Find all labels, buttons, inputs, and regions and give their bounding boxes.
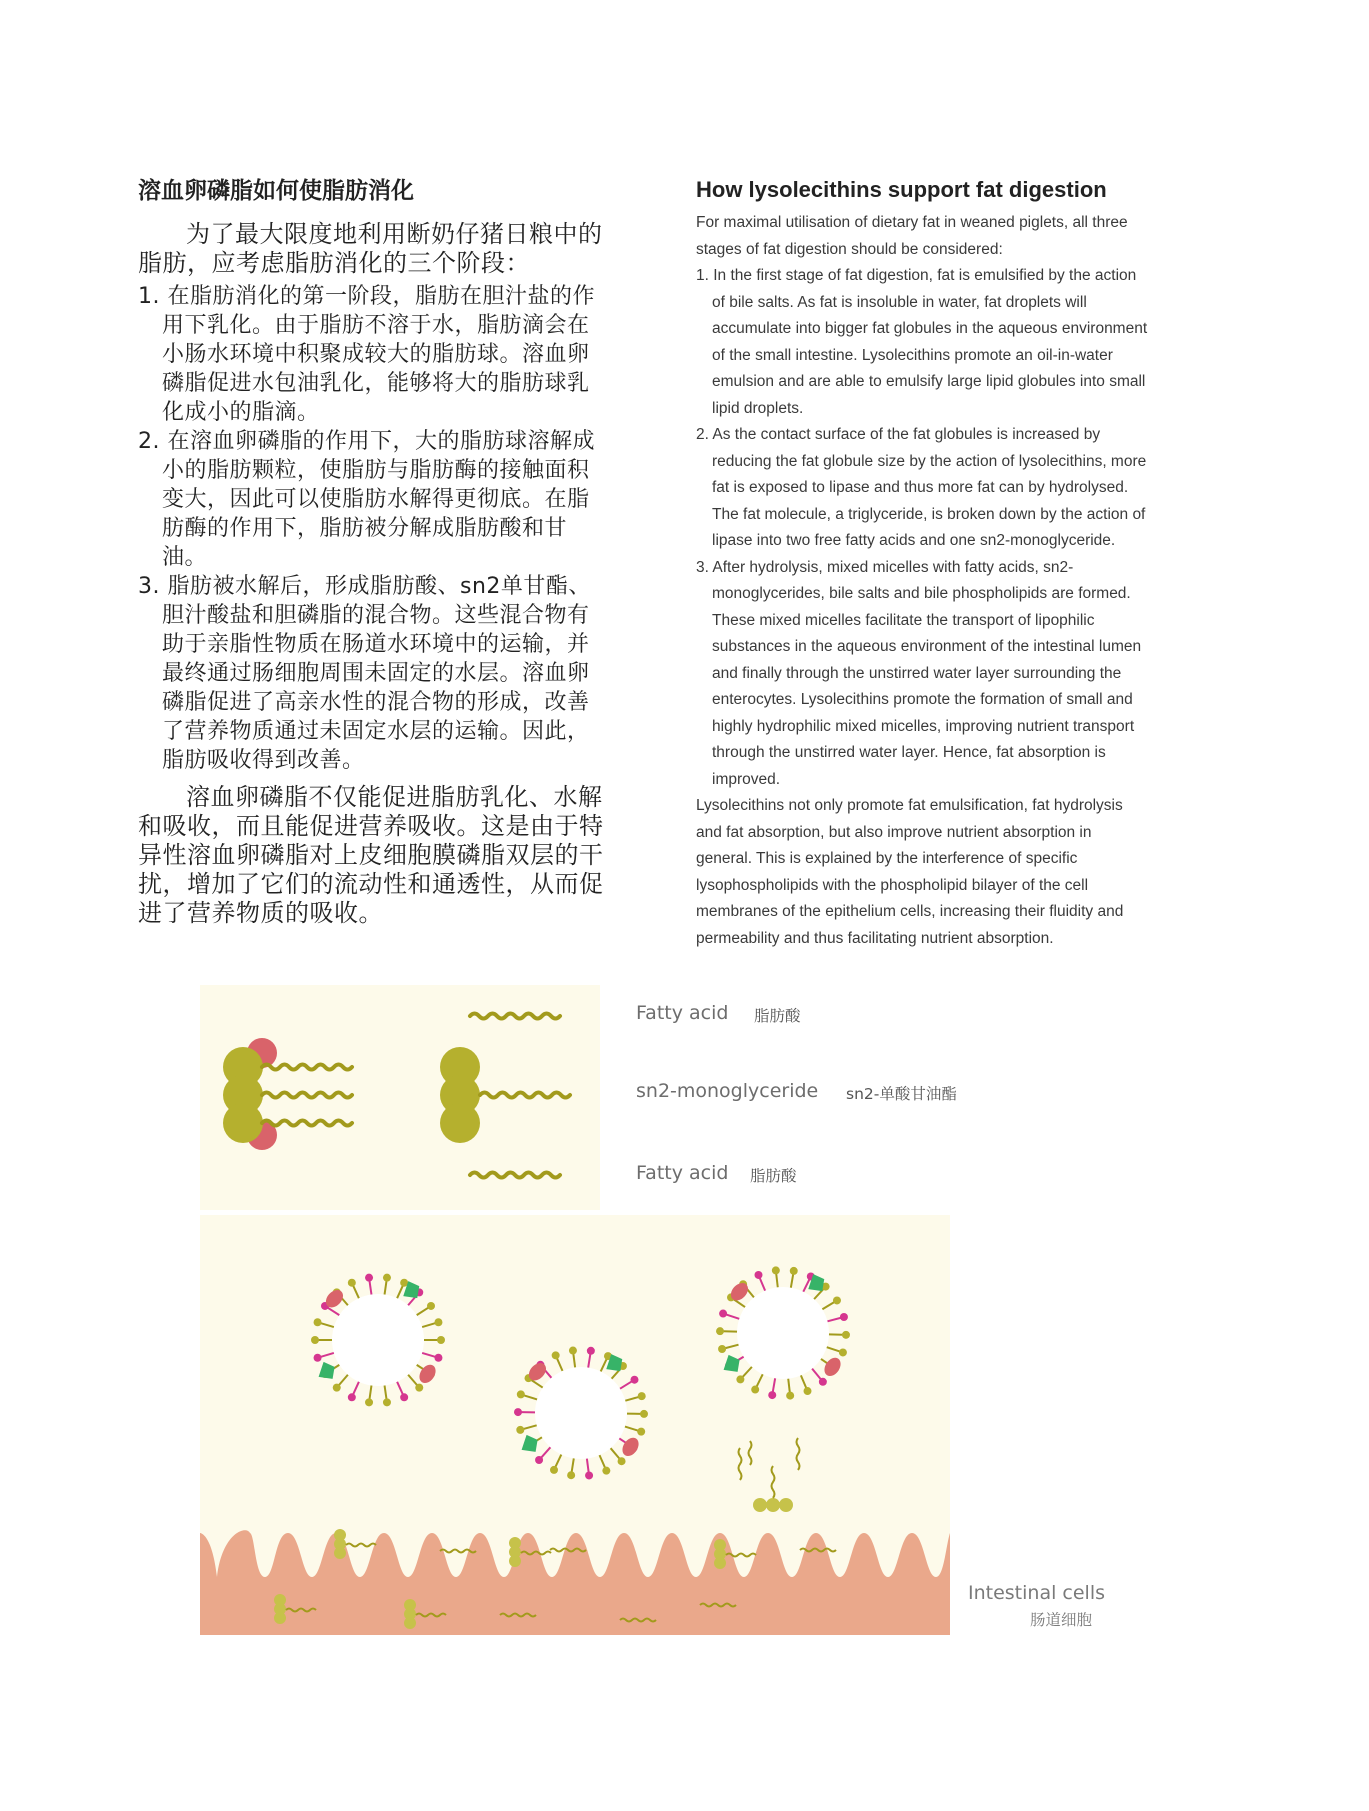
english-stage-list (696, 263, 1150, 793)
english-stage-2: 2. As the contact surface of the fat globules is increased by reducing the fat globule size by the action of lysolecithins, more fat is exposed to lipase and thus more fat can by hydrolysed. The fat molecule, a triglyceride, is broken down by the action of lipase into two free fatty acids and one sn2-monoglyceride. (696, 426, 1147, 549)
chinese-stage-list (138, 282, 608, 775)
label-fatty-acid-2-en: Fatty acid (636, 1162, 729, 1184)
english-intro: For maximal utilisation of dietary fat in weaned piglets, all three stages of fat digestion should be considered: (696, 214, 1128, 258)
chinese-stage-2: 2. 在溶血卵磷脂的作用下，大的脂肪球溶解成小的脂肪颗粒，使脂肪与脂肪酶的接触面积变大，因此可以使脂肪水解得更彻底。在脂肪酶的作用下，脂肪被分解成脂肪酸和甘油。 (138, 429, 595, 570)
label-fatty-acid-1-zh: 脂肪酸 (754, 1007, 801, 1025)
micelle-absorption-diagram (200, 1215, 950, 1635)
english-stage-1: 1. In the first stage of fat digestion, fat is emulsified by the action of bile salts. As fat is insoluble in water, fat droplets will accumulate into bigger fat globules in the aqueous environment of the small intestine. Lysolecithins promote an oil-in-water emulsion and are able to emulsify large lipid globules into small lipid droplets. (696, 267, 1148, 417)
chinese-stage-1: 1. 在脂肪消化的第一阶段，脂肪在胆汁盐的作用下乳化。由于脂肪不溶于水，脂肪滴会在小肠水环境中积聚成较大的脂肪球。溶血卵磷脂促进水包油乳化，能够将大的脂肪球乳化成小的脂滴。 (138, 284, 595, 425)
hydrolysis-diagram (200, 985, 600, 1210)
english-stage-3: 3. After hydrolysis, mixed micelles with fatty acids, sn2-monoglycerides, bile salts and bile phospholipids are formed. These mixed micelles facilitate the transport of lipophilic substances in the aqueous environment of the intestinal lumen and finally through the unstirred water layer surrounding the enterocytes. Lysolecithins promote the formation of small and highly hydrophilic mixed micelles, improving nutrient transport through the unstirred water layer. Hence, fat absorption is improved. (696, 558, 1142, 788)
chinese-title: 溶血卵磷脂如何使脂肪消化 (138, 178, 414, 204)
chinese-conclusion: 溶血卵磷脂不仅能促进脂肪乳化、水解和吸收，而且能促进营养吸收。这是由于特异性溶血卵磷脂对上皮细胞膜磷脂双层的干扰，增加了它们的流动性和通透性，从而促进了营养物质的吸收。 (138, 783, 604, 927)
label-monoglyceride-en: sn2-monoglyceride (636, 1080, 819, 1102)
label-intestinal-cells-en: Intestinal cells (968, 1582, 1106, 1604)
label-monoglyceride-zh: sn2-单酸甘油酯 (846, 1085, 957, 1103)
chinese-stage-3: 3. 脂肪被水解后，形成脂肪酸、sn2单甘酯、胆汁酸盐和胆磷脂的混合物。这些混合物有助于亲脂性物质在肠道水环境中的运输，并最终通过肠细胞周围未固定的水层。溶血卵磷脂促进了高亲水性的混合物的形成，改善了营养物质通过未固定水层的运输。因此，脂肪吸收得到改善。 (138, 574, 591, 773)
english-title: How lysolecithins support fat digestion (696, 177, 1107, 202)
chinese-article (138, 176, 608, 928)
chinese-intro: 为了最大限度地利用断奶仔猪日粮中的脂肪，应考虑脂肪消化的三个阶段： (138, 220, 603, 277)
label-intestinal-cells-zh: 肠道细胞 (1030, 1611, 1093, 1629)
label-fatty-acid-2-zh: 脂肪酸 (750, 1167, 797, 1185)
glycerol-bead (440, 1103, 480, 1143)
english-conclusion: Lysolecithins not only promote fat emulsification, fat hydrolysis and fat absorption, but also improve nutrient absorption in general. This is explained by the interference of specific lysophospholipids with the phospholipid bilayer of the cell membranes of the epithelium cells, increasing their fluidity and permeability and thus facilitating nutrient absorption. (696, 797, 1124, 947)
english-article (696, 176, 1150, 952)
glycerol-bead (223, 1103, 263, 1143)
label-fatty-acid-1-en: Fatty acid (636, 1002, 729, 1024)
